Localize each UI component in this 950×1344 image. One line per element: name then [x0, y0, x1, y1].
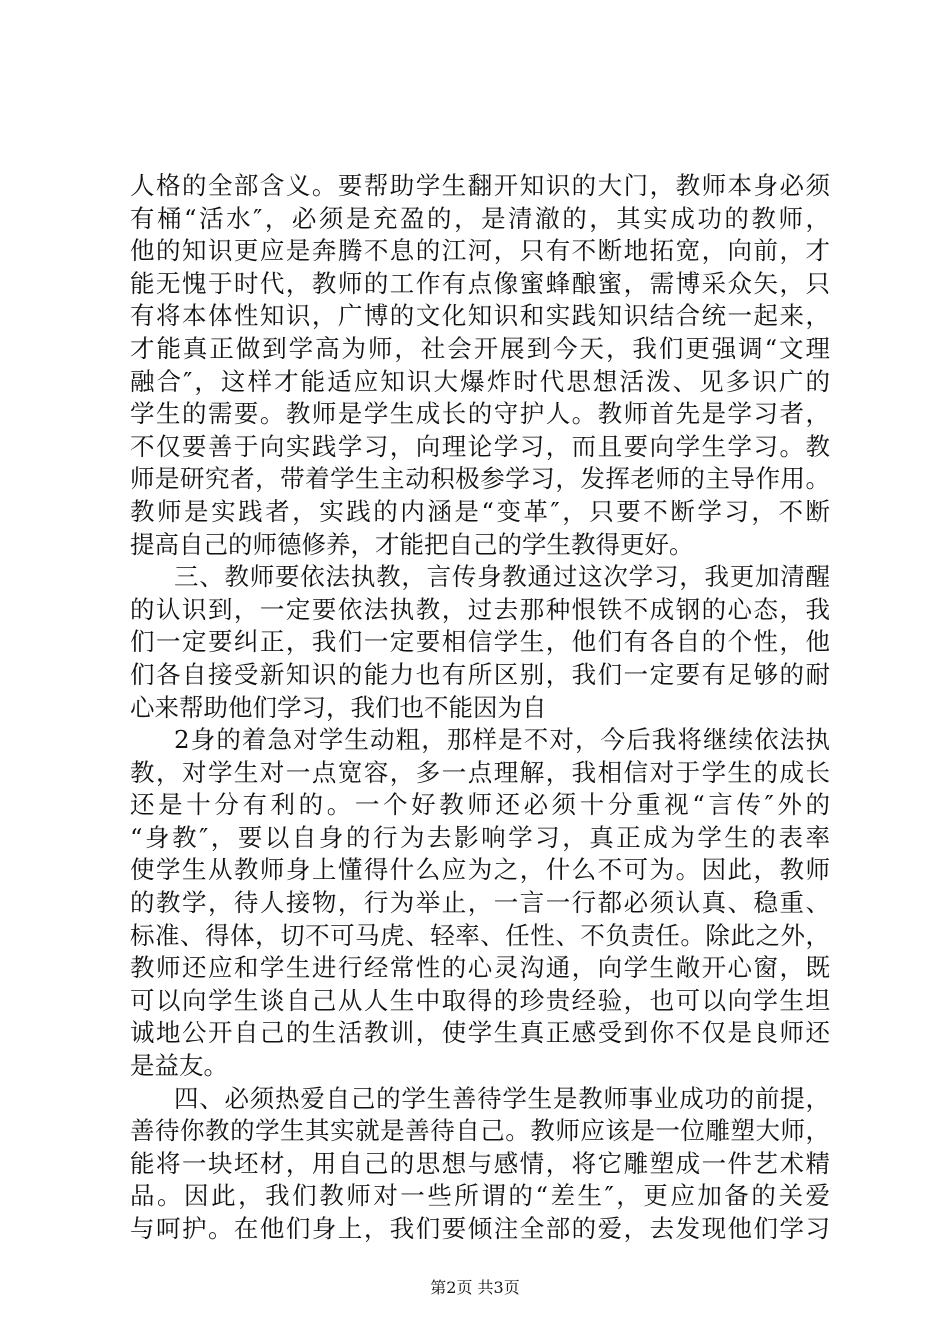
text-line: 教，对学生对一点宽容，多一点理解，我相信对于学生的成长 — [130, 757, 830, 787]
text-line: “身教″，要以自身的行为去影响学习，真正成为学生的表率 — [130, 822, 830, 852]
text-line: 提高自己的师德修养，才能把自己的学生教得更好。 — [130, 529, 694, 559]
document-body — [130, 170, 830, 1246]
text-line: 们一定要纠正，我们一定要相信学生，他们有各自的个性，他 — [130, 627, 830, 657]
text-line: 师是研究者，带着学生主动积极参学习，发挥老师的主导作用。 — [130, 464, 830, 494]
text-line: 教师还应和学生进行经常性的心灵沟通，向学生敞开心窗，既 — [130, 953, 830, 983]
page-number-footer: 第2页 共3页 — [430, 1278, 520, 1297]
text-line: 心来帮助他们学习，我们也不能因为自 — [130, 692, 547, 722]
text-line: 人格的全部含义。要帮助学生翻开知识的大门，教师本身必须 — [130, 171, 830, 200]
text-line: 诚地公开自己的生活教训，使学生真正感受到你不仅是良师还 — [130, 1018, 830, 1048]
text-line: 不仅要善于向实践学习，向理论学习，而且要向学生学习。教 — [130, 431, 830, 461]
text-line: 才能真正做到学高为师，社会开展到今天，我们更强调“文理 — [130, 333, 830, 363]
text-line: 学生的需要。教师是学生成长的守护人。教师首先是学习者， — [130, 399, 830, 429]
text-line: 使学生从教师身上懂得什么应为之，什么不可为。因此，教师 — [130, 855, 830, 885]
text-line: 的认识到，一定要依法执教，过去那种恨铁不成钢的心态，我 — [130, 594, 830, 624]
text-line: 是益友。 — [130, 1051, 228, 1081]
text-line: 2身的着急对学生动粗，那样是不对，今后我将继续依法执 — [174, 725, 830, 755]
text-line: 教师是实践者，实践的内涵是“变革″，只要不断学习，不断 — [130, 496, 830, 526]
section-heading-line: 四、必须热爱自己的学生善待学生是教师事业成功的前提， — [174, 1083, 830, 1113]
text-line: 有将本体性知识，广博的文化知识和实践知识结合统一起来， — [130, 301, 830, 331]
text-line: 的教学，待人接物，行为举止，一言一行都必须认真、稳重、 — [130, 888, 830, 918]
text-line: 标准、得体，切不可马虎、轻率、任性、不负责任。除此之外， — [130, 920, 830, 950]
section-heading-line: 三、教师要依法执教，言传身教通过这次学习，我更加清醒 — [174, 562, 830, 592]
text-line: 有桶“活水″，必须是充盈的，是清澈的，其实成功的教师， — [130, 203, 830, 233]
text-line: 品。因此，我们教师对一些所谓的“差生″，更应加备的关爱 — [130, 1181, 830, 1211]
text-line: 他的知识更应是奔腾不息的江河，只有不断地拓宽，向前，才 — [130, 236, 830, 266]
text-line: 善待你教的学生其实就是善待自己。教师应该是一位雕塑大师， — [130, 1116, 830, 1146]
text-line: 可以向学生谈自己从人生中取得的珍贵经验，也可以向学生坦 — [130, 985, 830, 1015]
text-line: 能将一块坯材，用自己的思想与感情，将它雕塑成一件艺术精 — [130, 1148, 830, 1178]
text-line: 们各自接受新知识的能力也有所区别，我们一定要有足够的耐 — [130, 659, 830, 689]
text-line: 融合″，这样才能适应知识大爆炸时代思想活泼、见多识广的 — [130, 366, 830, 396]
text-line: 能无愧于时代，教师的工作有点像蜜蜂酿蜜，需博采众矢，只 — [130, 268, 830, 298]
text-line: 还是十分有利的。一个好教师还必须十分重视“言传″外的 — [130, 790, 830, 820]
text-line: 与呵护。在他们身上，我们要倾注全部的爱，去发现他们学习 — [130, 1214, 830, 1243]
